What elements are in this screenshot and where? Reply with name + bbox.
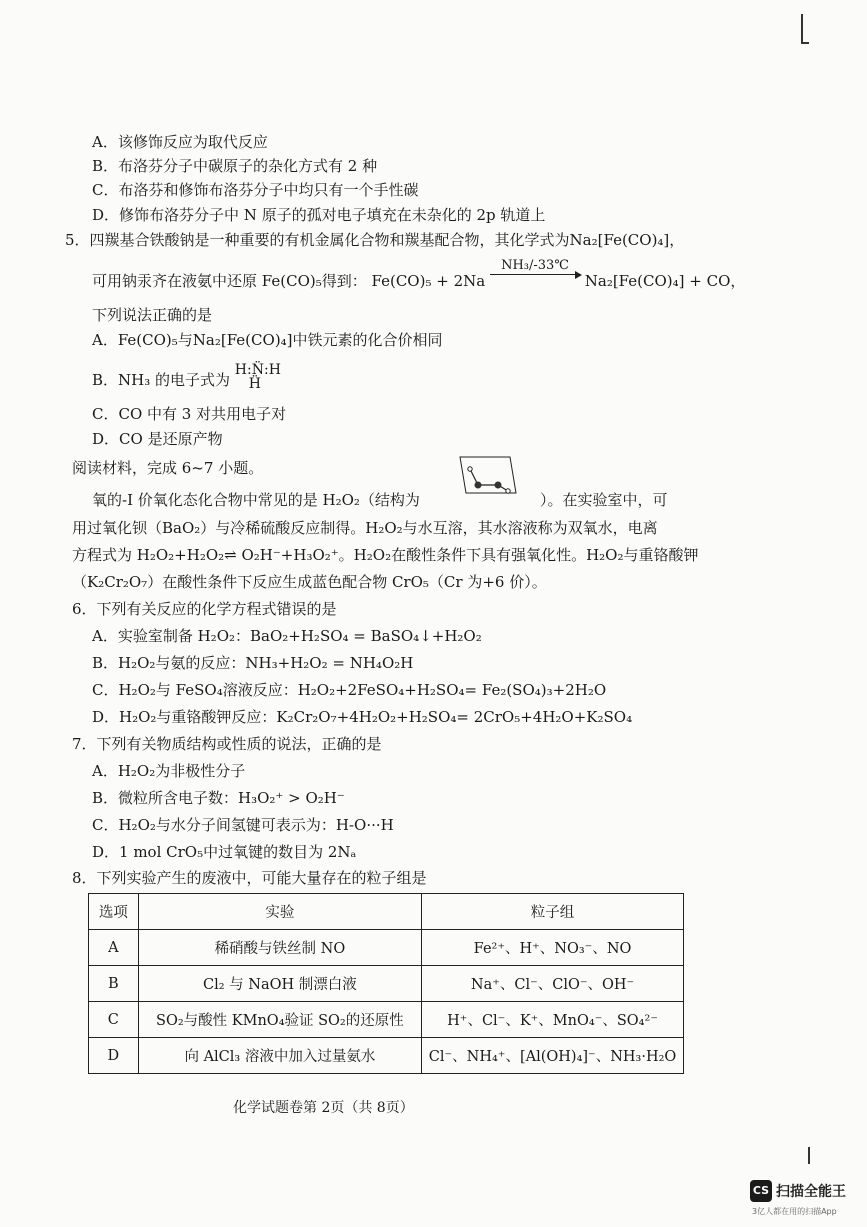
q8-table [88, 893, 684, 1074]
q4-option-a: A．该修饰反应为取代反应 [92, 133, 268, 151]
table-cell-experiment: Cl₂ 与 NaOH 制漂白液 [138, 966, 421, 1002]
q7-option-a: A．H₂O₂为非极性分子 [92, 762, 246, 780]
h2o2-structure-diagram [458, 455, 518, 495]
reaction-condition: NH₃/-33℃ [501, 258, 569, 273]
q4-option-c: C．布洛芬和修饰布洛芬分子中均只有一个手性碳 [92, 181, 419, 199]
table-row [89, 966, 684, 1002]
margin-tick-mark [808, 1147, 810, 1164]
q6-option-a: A．实验室制备 H₂O₂：BaO₂+H₂SO₄ = BaSO₄↓+H₂O₂ [92, 627, 482, 645]
q5-stem-line2 [92, 258, 746, 291]
table-cell-experiment: 向 AlCl₃ 溶液中加入过量氨水 [138, 1038, 421, 1074]
table-header-cell: 粒子组 [422, 894, 684, 930]
table-row [89, 1038, 684, 1074]
table-cell-option: D [89, 1038, 139, 1074]
nh3-electron-formula [235, 363, 281, 391]
watermark-name: 扫描全能王 [776, 1184, 846, 1200]
table-cell-particles: Fe²⁺、H⁺、NO₃⁻、NO [422, 930, 684, 966]
q4-option-b: B．布洛芬分子中碳原子的杂化方式有 2 种 [92, 157, 378, 175]
table-cell-particles: Na⁺、Cl⁻、ClO⁻、OH⁻ [422, 966, 684, 1002]
table-cell-particles: Cl⁻、NH₄⁺、[Al(OH)₄]⁻、NH₃·H₂O [422, 1038, 684, 1074]
table-header-cell: 选项 [89, 894, 139, 930]
table-cell-experiment: 稀硝酸与铁丝制 NO [138, 930, 421, 966]
q8-stem: 8．下列实验产生的废液中，可能大量存在的粒子组是 [72, 869, 427, 887]
reading-paragraph-line1b: ）。在实验室中，可 [540, 491, 668, 509]
table-cell-option: C [89, 1002, 139, 1038]
reading-paragraph-line4: （K₂Cr₂O₇）在酸性条件下反应生成蓝色配合物 CrO₅（Cr 为+6 价）。 [72, 573, 547, 591]
q5-option-c: C．CO 中有 3 对共用电子对 [92, 405, 287, 423]
q7-option-d: D．1 mol CrO₅中过氧键的数目为 2Nₐ [92, 843, 357, 861]
nh3-formula-top: H:N̈:H [234, 362, 281, 378]
q6-stem: 6．下列有关反应的化学方程式错误的是 [72, 600, 337, 618]
corner-pen-mark-foot [801, 42, 809, 44]
reading-paragraph-line2: 用过氧化钡（BaO₂）与冷稀硫酸反应制得。H₂O₂与水互溶，其水溶液称为双氧水，电离 [72, 519, 658, 537]
scanner-watermark [750, 1178, 862, 1222]
corner-pen-mark [801, 14, 803, 44]
reading-paragraph-line3: 方程式为 H₂O₂+H₂O₂⇌ O₂H⁻+H₃O₂⁺。H₂O₂在酸性条件下具有强氧化性。H₂O₂与重铬酸钾 [72, 546, 699, 564]
reading-paragraph-line1a: 氧的-I 价氧化态化合物中常见的是 H₂O₂（结构为 [92, 491, 420, 509]
table-cell-option: B [89, 966, 139, 1002]
q6-option-b: B．H₂O₂与氨的反应：NH₃+H₂O₂ = NH₄O₂H [92, 654, 414, 672]
reaction-arrow [490, 259, 580, 275]
table-cell-option: A [89, 930, 139, 966]
q6-option-c: C．H₂O₂与 FeSO₄溶液反应：H₂O₂+2FeSO₄+H₂SO₄= Fe₂(SO₄)₃+2H₂O [92, 681, 607, 699]
q5-option-b-text: B．NH₃ 的电子式为 [92, 371, 231, 389]
page-footer: 化学试题卷第 2页（共 8页） [233, 1100, 414, 1116]
nh3-formula-bottom: Ḧ [248, 376, 262, 392]
q7-option-c: C．H₂O₂与水分子间氢键可表示为：H-O···H [92, 816, 394, 834]
table-row [89, 930, 684, 966]
q5-question: 下列说法正确的是 [92, 306, 213, 324]
table-cell-experiment: SO₂与酸性 KMnO₄验证 SO₂的还原性 [138, 1002, 421, 1038]
q6-option-d: D．H₂O₂与重铬酸钾反应：K₂Cr₂O₇+4H₂O₂+H₂SO₄= 2CrO₅+4H₂O+K₂SO₄ [92, 708, 633, 726]
q7-stem: 7．下列有关物质结构或性质的说法，正确的是 [72, 735, 382, 753]
q5-option-b [92, 362, 281, 395]
camscanner-logo-icon: CS [750, 1180, 772, 1202]
q5-option-a: A．Fe(CO)₅与Na₂[Fe(CO)₄]中铁元素的化合价相同 [92, 331, 443, 349]
q4-option-d: D．修饰布洛芬分子中 N 原子的孤对电子填充在未杂化的 2p 轨道上 [92, 206, 546, 224]
table-header-cell: 实验 [138, 894, 421, 930]
table-cell-particles: H⁺、Cl⁻、K⁺、MnO₄⁻、SO₄²⁻ [422, 1002, 684, 1038]
q5-equation-left: Fe(CO)₅ + 2Na [371, 272, 486, 290]
q5-stem-line1: 5．四羰基合铁酸钠是一种重要的有机金属化合物和羰基配合物，其化学式为Na₂[Fe(CO)₄]， [65, 231, 685, 249]
q5-equation-right: Na₂[Fe(CO)₄] + CO， [584, 272, 746, 290]
table-row [89, 1002, 684, 1038]
table-header-row [89, 894, 684, 930]
q7-option-b: B．微粒所含电子数：H₃O₂⁺ > O₂H⁻ [92, 789, 345, 807]
q5-option-d: D．CO 是还原产物 [92, 430, 223, 448]
q5-stem-line2-text: 可用钠汞齐在液氨中还原 Fe(CO)₅得到： [92, 272, 367, 290]
watermark-tagline: 3亿人都在用的扫描App [752, 1207, 837, 1216]
reading-intro: 阅读材料，完成 6~7 小题。 [72, 459, 264, 477]
